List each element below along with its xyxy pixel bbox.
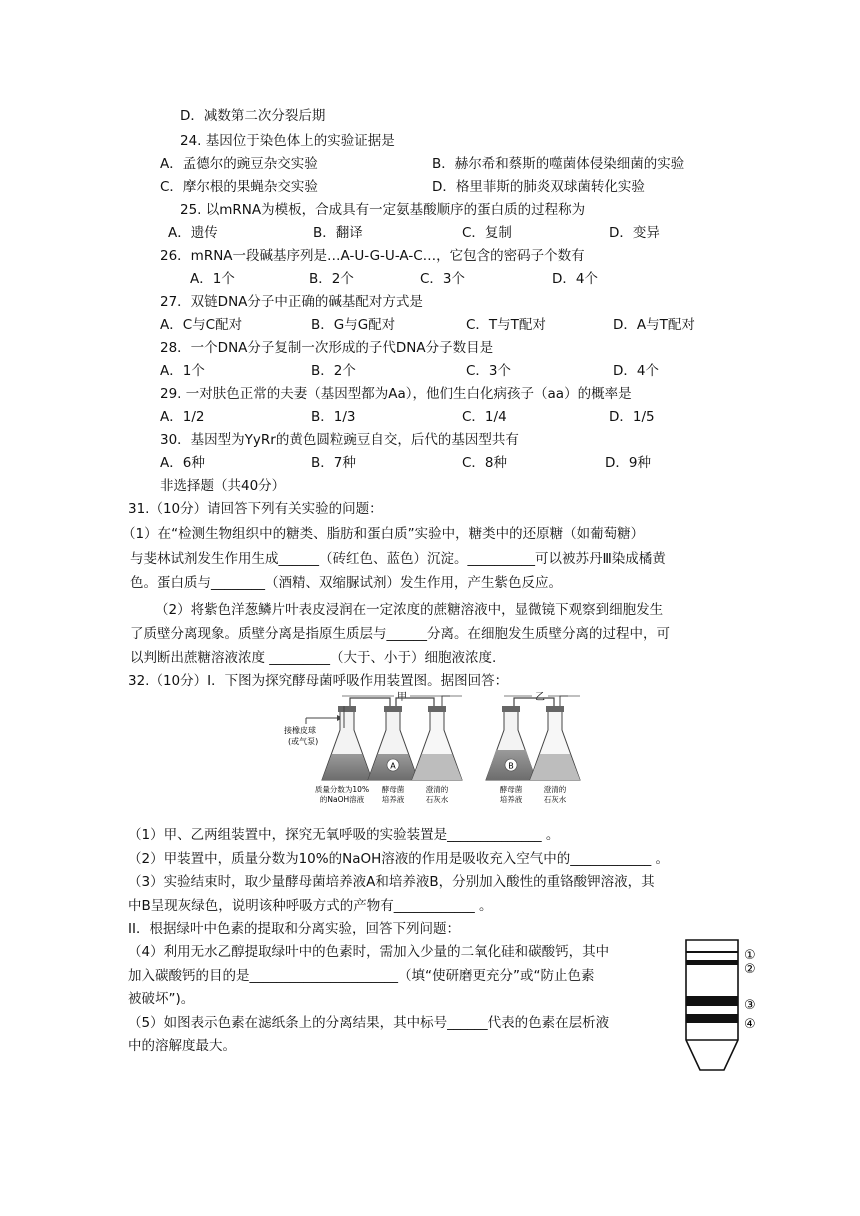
yeast-flask-a [368,706,418,780]
option-25-a: A．遗传 [168,225,218,241]
yeast-b-label-line1: 酵母菌 [499,785,523,794]
pump-label-line1: 接橡皮球 [284,726,316,735]
question-31-part1-line3: 色。蛋白质与________（酒精、双缩脲试剂）发生作用，产生紫色反应。 [130,575,562,591]
question-32: 32.（10分）I．下图为探究酵母菌呼吸作用装置图。据图回答： [128,673,509,689]
yeast-b-label-line2: 培养液 [499,795,523,804]
question-32-part3-line1: （3）实验结束时，取少量酵母菌培养液A和培养液B，分别加入酸性的重铬酸钾溶液，其 [128,874,655,890]
question-32-part4-line2: 加入碳酸钙的目的是______________________（填“使研磨更充分”或“防止色素 [128,968,595,984]
option-24-prev-d: D．减数第二次分裂后期 [180,108,326,124]
option-24-a: A．孟德尔的豌豆杂交实验 [160,156,318,172]
limewater-1-label-line1: 澄清的 [425,785,449,794]
option-27-c: C．T与T配对 [466,317,546,333]
option-29-a: A．1/2 [160,409,205,425]
option-29-d: D．1/5 [609,409,655,425]
yeast-respiration-apparatus [282,688,592,808]
question-32-section-ii: II．根据绿叶中色素的提取和分离实验，回答下列问题： [128,921,460,937]
band-label-1: ① [744,948,756,963]
option-27-a: A．C与C配对 [160,317,243,333]
pigment-band-4 [686,1014,738,1023]
band-label-4: ④ [744,1017,756,1032]
pigment-band-3 [686,996,738,1006]
option-25-c: C．复制 [462,225,512,241]
group-label-jia: 甲 [397,692,407,703]
option-24-d: D．格里菲斯的肺炎双球菌转化实验 [432,179,645,195]
question-25: 25. 以mRNA为模板，合成具有一定氨基酸顺序的蛋白质的过程称为 [180,202,586,218]
option-27-d: D．A与T配对 [613,317,695,333]
band-label-3: ③ [744,998,756,1013]
question-24: 24. 基因位于染色体上的实验证据是 [180,133,395,149]
naoh-label-line1: 质量分数为10% [314,785,370,794]
option-30-b: B．7种 [311,455,356,471]
limewater-2-label-line2: 石灰水 [543,795,567,804]
question-32-part5-line2: 中的溶解度最大。 [128,1038,236,1054]
yeast-a-label-line1: 酵母菌 [381,785,405,794]
option-30-a: A．6种 [160,455,205,471]
flask-a-label: A [390,761,396,771]
option-29-c: C．1/4 [462,409,507,425]
option-27-b: B．G与G配对 [311,317,396,333]
question-30: 30．基因型为YyRr的黄色圆粒豌豆自交，后代的基因型共有 [160,432,519,448]
pump-label-line2: (或气泵) [288,737,319,746]
option-25-d: D．变异 [609,225,660,241]
option-29-b: B．1/3 [311,409,356,425]
naoh-label-line2: 的NaOH溶液 [319,795,365,804]
question-31-part1-line1: （1）在“检测生物组织中的糖类、脂肪和蛋白质”实验中，糖类中的还原糖（如葡萄糖） [122,526,645,542]
question-28: 28．一个DNA分子复制一次形成的子代DNA分子数目是 [160,340,494,356]
limewater-2-label-line1: 澄清的 [543,785,567,794]
group-label-yi: 乙 [535,692,545,703]
option-25-b: B．翻译 [313,225,363,241]
question-32-part4-line1: （4）利用无水乙醇提取绿叶中的色素时，需加入少量的二氧化硅和碳酸钙，其中 [128,944,610,960]
question-32-part4-line3: 被破坏”)。 [128,991,195,1007]
question-32-part1: （1）甲、乙两组装置中，探究无氧呼吸的实验装置是______________ 。 [128,827,560,843]
band-label-2: ② [744,962,756,977]
option-24-c: C．摩尔根的果蝇杂交实验 [160,179,318,195]
question-31-part2-line1: （2）将紫色洋葱鳞片叶表皮浸润在一定浓度的蔗糖溶液中，显微镜下观察到细胞发生 [155,602,664,618]
option-26-d: D．4个 [552,271,598,287]
limewater-flask-1 [412,706,462,780]
section-heading-nonchoice: 非选择题（共40分） [160,478,286,494]
question-31-part2-line3: 以判断出蔗糖溶液浓度 _________（大于、小于）细胞液浓度. [130,650,497,666]
pigment-band-2 [686,960,738,965]
option-30-c: C．8种 [462,455,508,471]
chromatography-strip [680,936,790,1076]
pigment-band-1 [686,951,738,953]
option-28-c: C．3个 [466,363,512,379]
flask-b-label: B [508,761,514,771]
option-28-d: D．4个 [613,363,659,379]
option-28-b: B．2个 [311,363,356,379]
question-31-part1-line2: 与斐林试剂发生作用生成______（砖红色、蓝色）沉淀。__________可以被苏丹Ⅲ染成橘黄 [130,551,666,567]
yeast-flask-b [486,706,536,780]
naoh-flask [322,706,372,780]
option-26-c: C．3个 [420,271,466,287]
question-31: 31.（10分）请回答下列有关实验的问题： [128,501,383,517]
limewater-1-label-line2: 石灰水 [425,795,449,804]
yeast-a-label-line2: 培养液 [381,795,405,804]
option-26-b: B．2个 [309,271,354,287]
question-32-part2: （2）甲装置中，质量分数为10%的NaOH溶液的作用是吸收充入空气中的____________ 。 [128,851,670,867]
question-32-part5-line1: （5）如图表示色素在滤纸条上的分离结果，其中标号______代表的色素在层析液 [128,1015,610,1031]
option-28-a: A．1个 [160,363,205,379]
question-29: 29. 一对肤色正常的夫妻（基因型都为Aa），他们生白化病孩子（aa）的概率是 [160,386,632,402]
question-27: 27．双链DNA分子中正确的碱基配对方式是 [160,294,423,310]
option-24-b: B．赫尔希和蔡斯的噬菌体侵染细菌的实验 [432,156,685,172]
option-30-d: D．9种 [605,455,651,471]
question-31-part2-line2: 了质壁分离现象。质壁分离是指原生质层与______分离。在细胞发生质壁分离的过程中，可 [130,626,670,642]
question-26: 26．mRNA一段碱基序列是…A-U-G-U-A-C…，它包含的密码子个数有 [160,248,585,264]
limewater-flask-2 [530,706,580,780]
option-26-a: A．1个 [190,271,235,287]
question-32-part3-line2: 中B呈现灰绿色，说明该种呼吸方式的产物有____________ 。 [128,898,493,914]
